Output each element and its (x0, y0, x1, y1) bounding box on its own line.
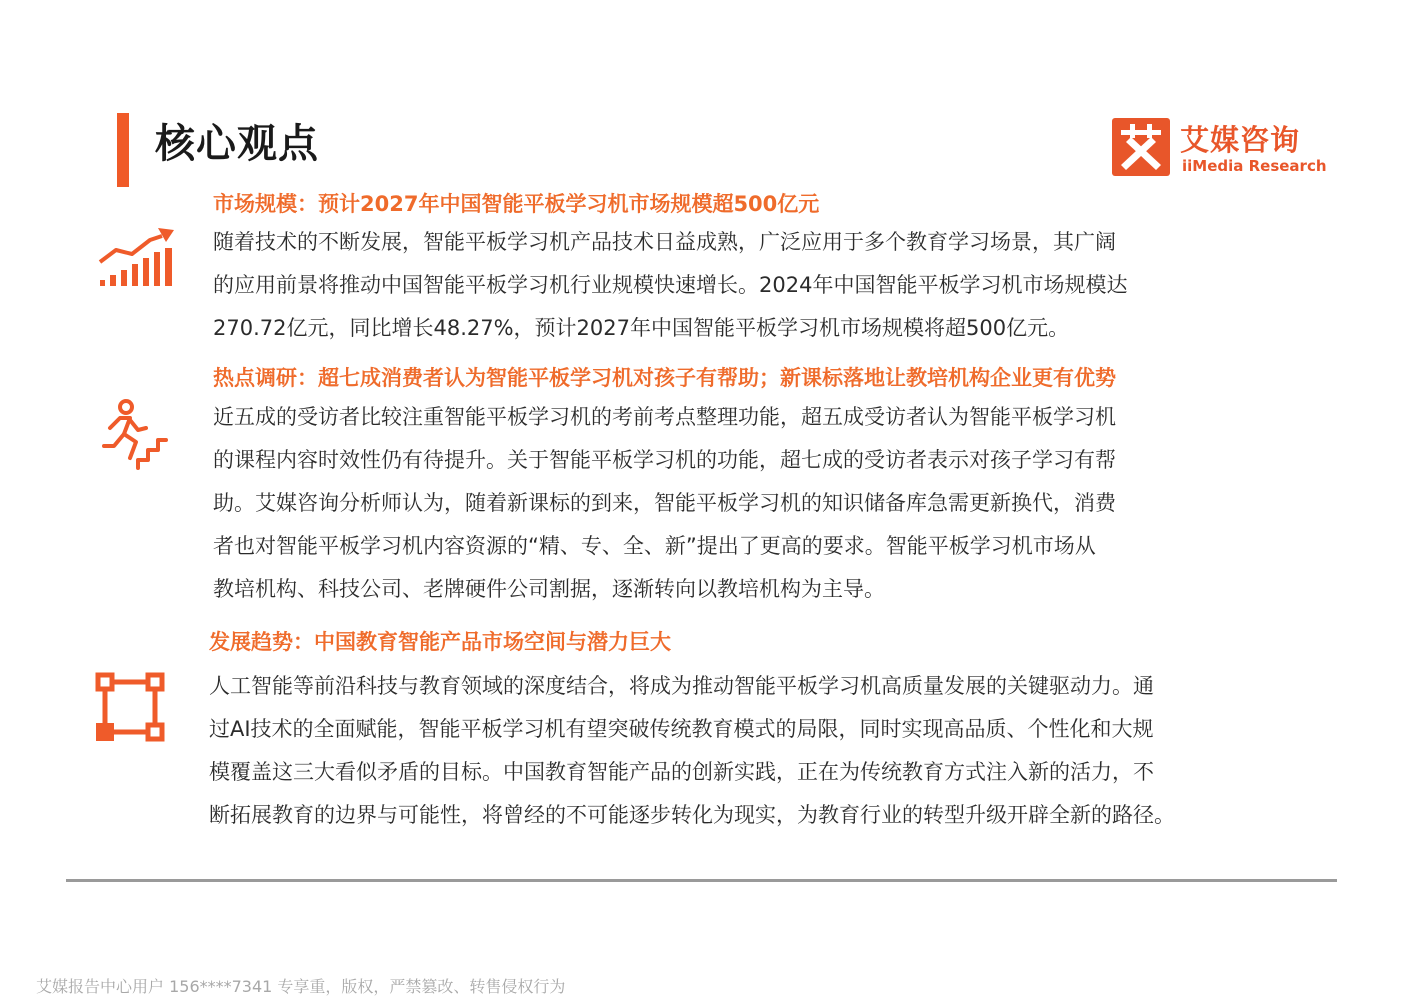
section-body-survey (213, 396, 1263, 611)
paragraph-line: 教培机构、科技公司、老牌硬件公司割据，逐渐转向以教培机构为主导。 (213, 577, 885, 601)
logo-mark-icon (1112, 118, 1170, 176)
section-body-market (213, 221, 1263, 350)
paragraph-line: 随着技术的不断发展，智能平板学习机产品技术日益成熟，广泛应用于多个教育学习场景，其广阔 (213, 230, 1116, 254)
logo-name-en: iiMedia Research (1182, 157, 1327, 175)
paragraph-line: 270.72亿元，同比增长48.27%，预计2027年中国智能平板学习机市场规模将超500亿元。 (213, 316, 1070, 340)
stair-climber-icon (100, 398, 170, 478)
page-title: 核心观点 (155, 121, 319, 167)
footer-watermark: 艾媒报告中心用户 156****7341 专享重，版权，严禁篡改、转售侵权行为 (36, 977, 566, 996)
iimedia-logo (1112, 118, 1327, 180)
logo-name-cn: 艾媒咨询 (1180, 123, 1301, 157)
paragraph-line: 的课程内容时效性仍有待提升。关于智能平板学习机的功能，超七成的受访者表示对孩子学习有帮 (213, 448, 1116, 472)
section-heading-survey: 热点调研：超七成消费者认为智能平板学习机对孩子有帮助；新课标落地让教培机构企业更有优势 (213, 366, 1116, 390)
paragraph-line: 近五成的受访者比较注重智能平板学习机的考前考点整理功能，超五成受访者认为智能平板学习机 (213, 405, 1116, 429)
network-nodes-icon (94, 671, 168, 749)
paragraph-line: 过AI技术的全面赋能，智能平板学习机有望突破传统教育模式的局限，同时实现高品质、个性化和大规 (209, 717, 1154, 741)
footer-divider (66, 879, 1337, 882)
section-heading-trend: 发展趋势：中国教育智能产品市场空间与潜力巨大 (209, 630, 671, 654)
paragraph-line: 人工智能等前沿科技与教育领域的深度结合，将成为推动智能平板学习机高质量发展的关键驱动力。通 (209, 674, 1154, 698)
section-body-trend (209, 665, 1299, 837)
paragraph-line: 断拓展教育的边界与可能性，将曾经的不可能逐步转化为现实，为教育行业的转型升级开辟全新的路径。 (209, 803, 1175, 827)
paragraph-line: 的应用前景将推动中国智能平板学习机行业规模快速增长。2024年中国智能平板学习机市场规模达 (213, 273, 1128, 297)
section-heading-market: 市场规模：预计2027年中国智能平板学习机市场规模超500亿元 (213, 192, 820, 216)
paragraph-line: 者也对智能平板学习机内容资源的“精、专、全、新”提出了更高的要求。智能平板学习机市场从 (213, 534, 1096, 558)
title-accent-bar (117, 113, 129, 187)
growth-chart-icon (98, 226, 178, 294)
paragraph-line: 助。艾媒咨询分析师认为，随着新课标的到来，智能平板学习机的知识储备库急需更新换代，消费 (213, 491, 1116, 515)
paragraph-line: 模覆盖这三大看似矛盾的目标。中国教育智能产品的创新实践，正在为传统教育方式注入新的活力，不 (209, 760, 1154, 784)
